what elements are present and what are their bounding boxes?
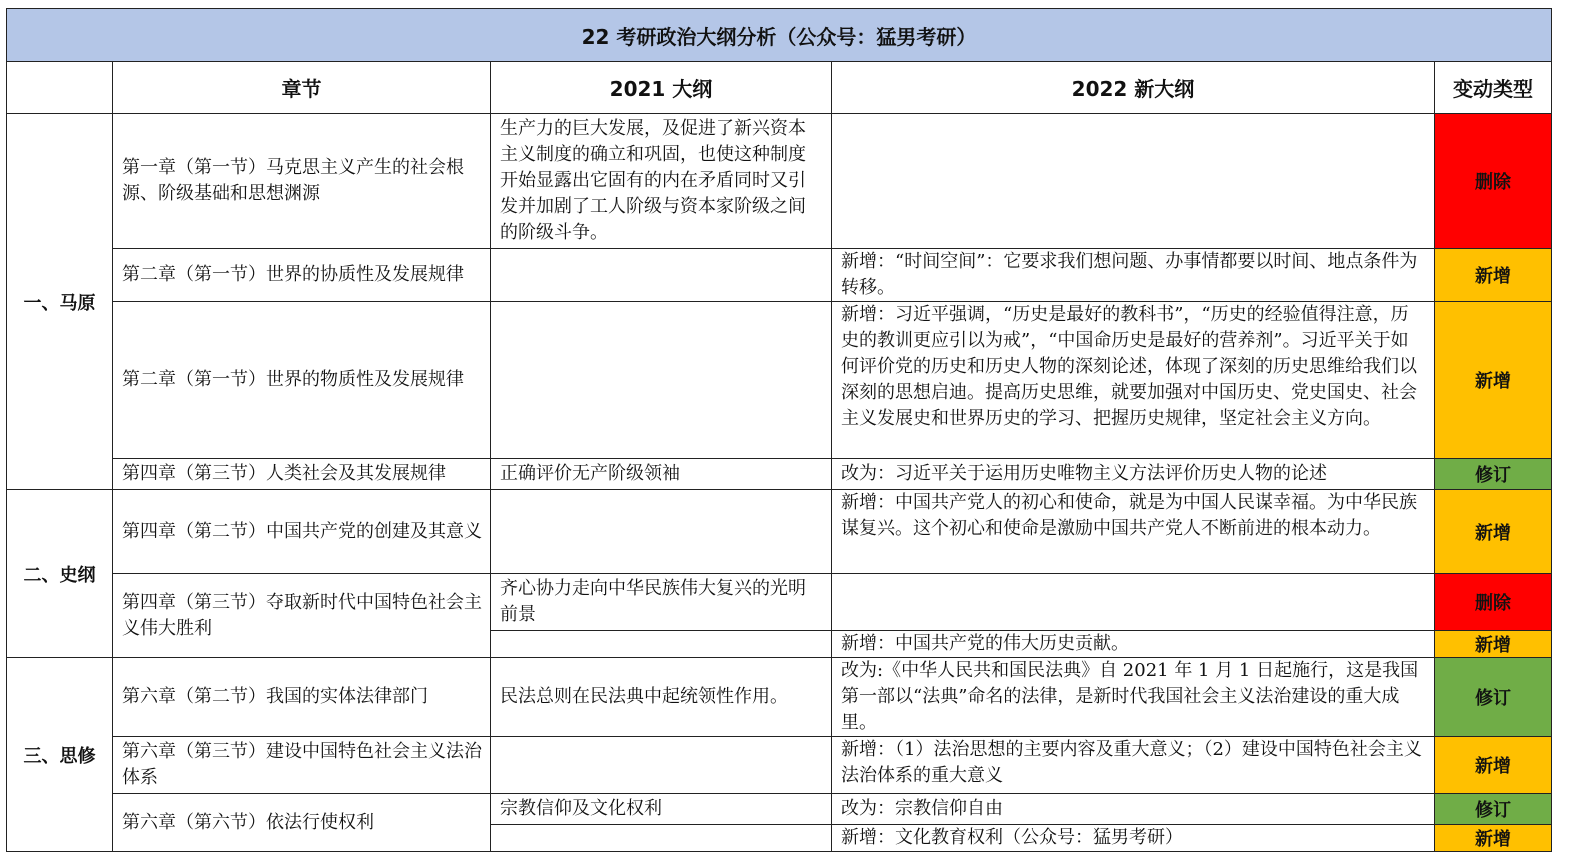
chapter-cell: 第六章（第六节）依法行使权利 bbox=[113, 794, 491, 852]
change-type-badge: 删除 bbox=[1435, 114, 1552, 249]
outline-2022-cell bbox=[832, 114, 1435, 249]
outline-2021-cell: 宗教信仰及文化权利 bbox=[491, 794, 832, 825]
outline-2022-cell: 新增：中国共产党的伟大历史贡献。 bbox=[832, 631, 1435, 658]
table-row bbox=[7, 794, 1552, 825]
table-row bbox=[7, 114, 1552, 249]
table-row bbox=[7, 574, 1552, 631]
table-row bbox=[7, 249, 1552, 302]
chapter-cell: 第二章（第一节）世界的物质性及发展规律 bbox=[113, 302, 491, 459]
change-type-badge: 新增 bbox=[1435, 737, 1552, 794]
header-chapter: 章节 bbox=[113, 62, 491, 114]
change-type-badge: 修订 bbox=[1435, 794, 1552, 825]
chapter-cell: 第一章（第一节）马克思主义产生的社会根源、阶级基础和思想渊源 bbox=[113, 114, 491, 249]
outline-2022-cell: 改为：习近平关于运用历史唯物主义方法评价历史人物的论述 bbox=[832, 459, 1435, 490]
outline-2021-cell bbox=[491, 490, 832, 574]
header-2022: 2022 新大纲 bbox=[832, 62, 1435, 114]
chapter-cell: 第六章（第二节）我国的实体法律部门 bbox=[113, 658, 491, 737]
outline-2021-cell: 生产力的巨大发展，及促进了新兴资本主义制度的确立和巩固，也使这种制度开始显露出它固有的内在矛盾同时又引发并加剧了工人阶级与资本家阶级之间的阶级斗争。 bbox=[491, 114, 832, 249]
chapter-cell: 第四章（第三节）人类社会及其发展规律 bbox=[113, 459, 491, 490]
table-row bbox=[7, 658, 1552, 737]
outline-2022-cell: 改为:《中华人民共和国民法典》自 2021 年 1 月 1 日起施行，这是我国第一部以“法典”命名的法律，是新时代我国社会主义法治建设的重大成里。 bbox=[832, 658, 1435, 737]
outline-2021-cell bbox=[491, 825, 832, 852]
outline-2021-cell: 齐心协力走向中华民族伟大复兴的光明前景 bbox=[491, 574, 832, 631]
outline-2021-cell bbox=[491, 737, 832, 794]
change-type-badge: 新增 bbox=[1435, 249, 1552, 302]
part-label-mayuan: 一、马原 bbox=[7, 114, 113, 490]
table-row bbox=[7, 302, 1552, 459]
table-row bbox=[7, 737, 1552, 794]
outline-2022-cell: 新增：“时间空间”：它要求我们想问题、办事情都要以时间、地点条件为转移。 bbox=[832, 249, 1435, 302]
outline-2021-cell: 正确评价无产阶级领袖 bbox=[491, 459, 832, 490]
table-title: 22 考研政治大纲分析（公众号：猛男考研） bbox=[7, 9, 1552, 62]
header-part bbox=[7, 62, 113, 114]
outline-table bbox=[6, 8, 1552, 852]
table-row bbox=[7, 459, 1552, 490]
outline-2022-cell bbox=[832, 574, 1435, 631]
chapter-cell: 第四章（第三节）夺取新时代中国特色社会主义伟大胜利 bbox=[113, 574, 491, 658]
outline-2021-cell bbox=[491, 631, 832, 658]
part-label-sixiu: 三、思修 bbox=[7, 658, 113, 852]
change-type-badge: 新增 bbox=[1435, 631, 1552, 658]
outline-2022-cell: 新增：中国共产党人的初心和使命，就是为中国人民谋幸福。为中华民族谋复兴。这个初心和使命是激励中国共产党人不断前进的根本动力。 bbox=[832, 490, 1435, 574]
table-row bbox=[7, 490, 1552, 574]
change-type-badge: 修订 bbox=[1435, 459, 1552, 490]
outline-2021-cell: 民法总则在民法典中起统领性作用。 bbox=[491, 658, 832, 737]
chapter-cell: 第二章（第一节）世界的协质性及发展规律 bbox=[113, 249, 491, 302]
header-2021: 2021 大纲 bbox=[491, 62, 832, 114]
change-type-badge: 新增 bbox=[1435, 302, 1552, 459]
header-change-type: 变动类型 bbox=[1435, 62, 1552, 114]
outline-2022-cell: 改为：宗教信仰自由 bbox=[832, 794, 1435, 825]
chapter-cell: 第六章（第三节）建设中国特色社会主义法治体系 bbox=[113, 737, 491, 794]
change-type-badge: 删除 bbox=[1435, 574, 1552, 631]
header-row bbox=[7, 62, 1552, 114]
change-type-badge: 新增 bbox=[1435, 825, 1552, 852]
outline-2022-cell: 新增：习近平强调，“历史是最好的教科书”，“历史的经验值得注意，历史的教训更应引以为戒”，“中国命历史是最好的营养剂”。习近平关于如何评价党的历史和历史人物的深刻论述，体现了深刻的历史思维给我们以深刻的思想启迪。提高历史思维，就要加强对中国历史、党史国史、社会主义发展史和世界历史的学习、把握历史规律，坚定社会主义方向。 bbox=[832, 302, 1435, 459]
change-type-badge: 修订 bbox=[1435, 658, 1552, 737]
outline-2022-cell: 新增：（1）法治思想的主要内容及重大意义；（2）建设中国特色社会主义法治体系的重大意义 bbox=[832, 737, 1435, 794]
title-row bbox=[7, 9, 1552, 62]
part-label-shigang: 二、史纲 bbox=[7, 490, 113, 658]
chapter-cell: 第四章（第二节）中国共产党的创建及其意义 bbox=[113, 490, 491, 574]
outline-2021-cell bbox=[491, 302, 832, 459]
change-type-badge: 新增 bbox=[1435, 490, 1552, 574]
outline-2022-cell: 新增：文化教育权利（公众号：猛男考研） bbox=[832, 825, 1435, 852]
outline-2021-cell bbox=[491, 249, 832, 302]
